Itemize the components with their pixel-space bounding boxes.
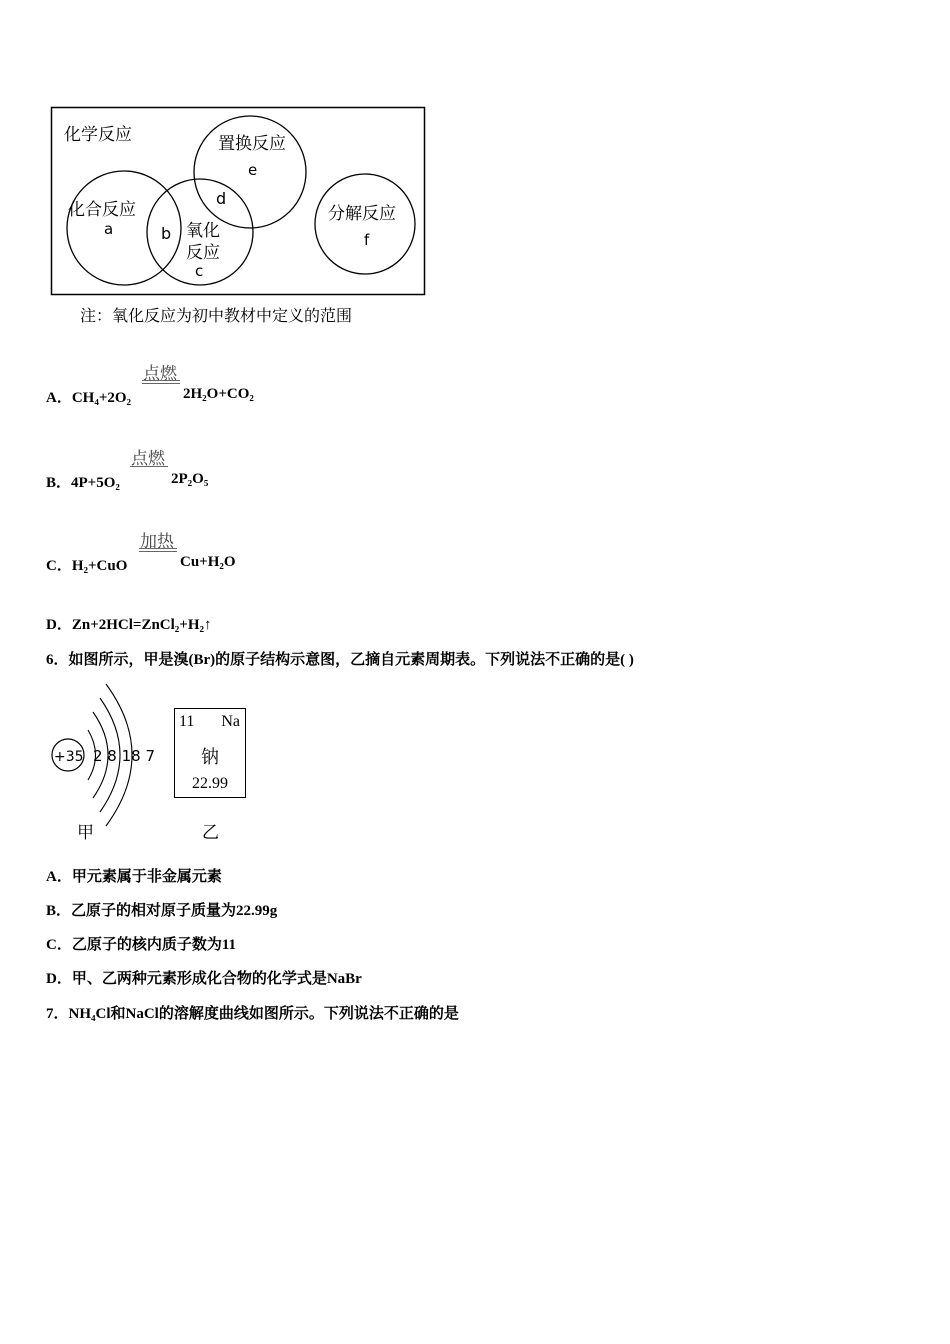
equation-left: 4P+5O₂ bbox=[71, 475, 120, 491]
q6-option-c: C．乙原子的核内质子数为11 bbox=[46, 937, 237, 953]
letter-c: c bbox=[195, 262, 204, 280]
q6-option-d: D．甲、乙两种元素形成化合物的化学式是NaBr bbox=[46, 971, 362, 987]
q6-option-a: A．甲元素属于非金属元素 bbox=[46, 869, 222, 885]
option-letter: B． bbox=[46, 475, 72, 491]
q5-a-equal-sign bbox=[142, 380, 180, 384]
decomposition-circle bbox=[315, 174, 415, 274]
equation-left: H₂+CuO bbox=[71, 558, 128, 574]
venn-svg bbox=[50, 106, 426, 296]
decomposition-label: 分解反应 bbox=[328, 204, 396, 224]
equation-left: CH₄+2O₂ bbox=[71, 390, 132, 406]
option-letter: D． bbox=[46, 617, 72, 633]
q6-stem: 6．如图所示，甲是溴(Br)的原子结构示意图，乙摘自元素周期表。下列说法不正确的是( ) bbox=[46, 652, 634, 668]
q5-b-equal-sign bbox=[130, 466, 168, 467]
oxidation-label-2: 反应 bbox=[186, 243, 220, 263]
atomic-number: 11 bbox=[179, 713, 195, 730]
displacement-label: 置换反应 bbox=[218, 134, 286, 154]
letter-e: e bbox=[248, 161, 258, 179]
oxidation-label-1: 氧化 bbox=[186, 221, 220, 241]
equation-text: Zn+2HCl=ZnCl₂+H₂↑ bbox=[71, 617, 212, 633]
option-letter: A． bbox=[46, 390, 72, 406]
letter-b: b bbox=[161, 224, 172, 243]
q5-b-condition: 点燃 bbox=[131, 449, 165, 469]
letter-d: d bbox=[216, 189, 227, 208]
outer-label: 化学反应 bbox=[64, 125, 132, 145]
element-caption: 乙 bbox=[202, 823, 219, 843]
shell-electrons: 2 8 18 7 bbox=[93, 747, 156, 765]
atom-svg bbox=[48, 680, 163, 830]
q5-a-condition: 点燃 bbox=[143, 364, 177, 384]
element-name: 钠 bbox=[201, 747, 219, 768]
q5-option-b bbox=[46, 471, 120, 492]
q5-a-right: 2H₂O+CO₂ bbox=[183, 386, 254, 402]
atomic-mass: 22.99 bbox=[192, 775, 228, 792]
q5-b-right: 2P₂O₅ bbox=[171, 471, 209, 487]
q5-option-d bbox=[46, 613, 212, 634]
q7-stem: 7．NH₄Cl和NaCl的溶解度曲线如图所示。下列说法不正确的是 bbox=[46, 1006, 459, 1022]
q5-c-equal-sign bbox=[139, 548, 177, 552]
nucleus-charge: +35 bbox=[54, 749, 84, 765]
bromine-atom-diagram bbox=[48, 680, 163, 830]
q5-c-condition: 加热 bbox=[140, 532, 174, 552]
option-letter: C． bbox=[46, 558, 72, 574]
letter-a: a bbox=[104, 220, 114, 238]
atom-caption: 甲 bbox=[77, 823, 94, 843]
q5-option-c bbox=[46, 554, 127, 575]
venn-note: 注：氧化反应为初中教材中定义的范围 bbox=[80, 306, 353, 325]
periodic-cell bbox=[174, 708, 246, 798]
q5-c-right: Cu+H₂O bbox=[180, 554, 236, 570]
element-symbol: Na bbox=[221, 713, 240, 730]
q6-option-b: B．乙原子的相对原子质量为22.99g bbox=[46, 903, 278, 919]
q5-option-a bbox=[46, 386, 131, 407]
combination-label: 化合反应 bbox=[68, 200, 136, 220]
venn-diagram bbox=[50, 106, 426, 296]
letter-f: f bbox=[364, 231, 370, 249]
